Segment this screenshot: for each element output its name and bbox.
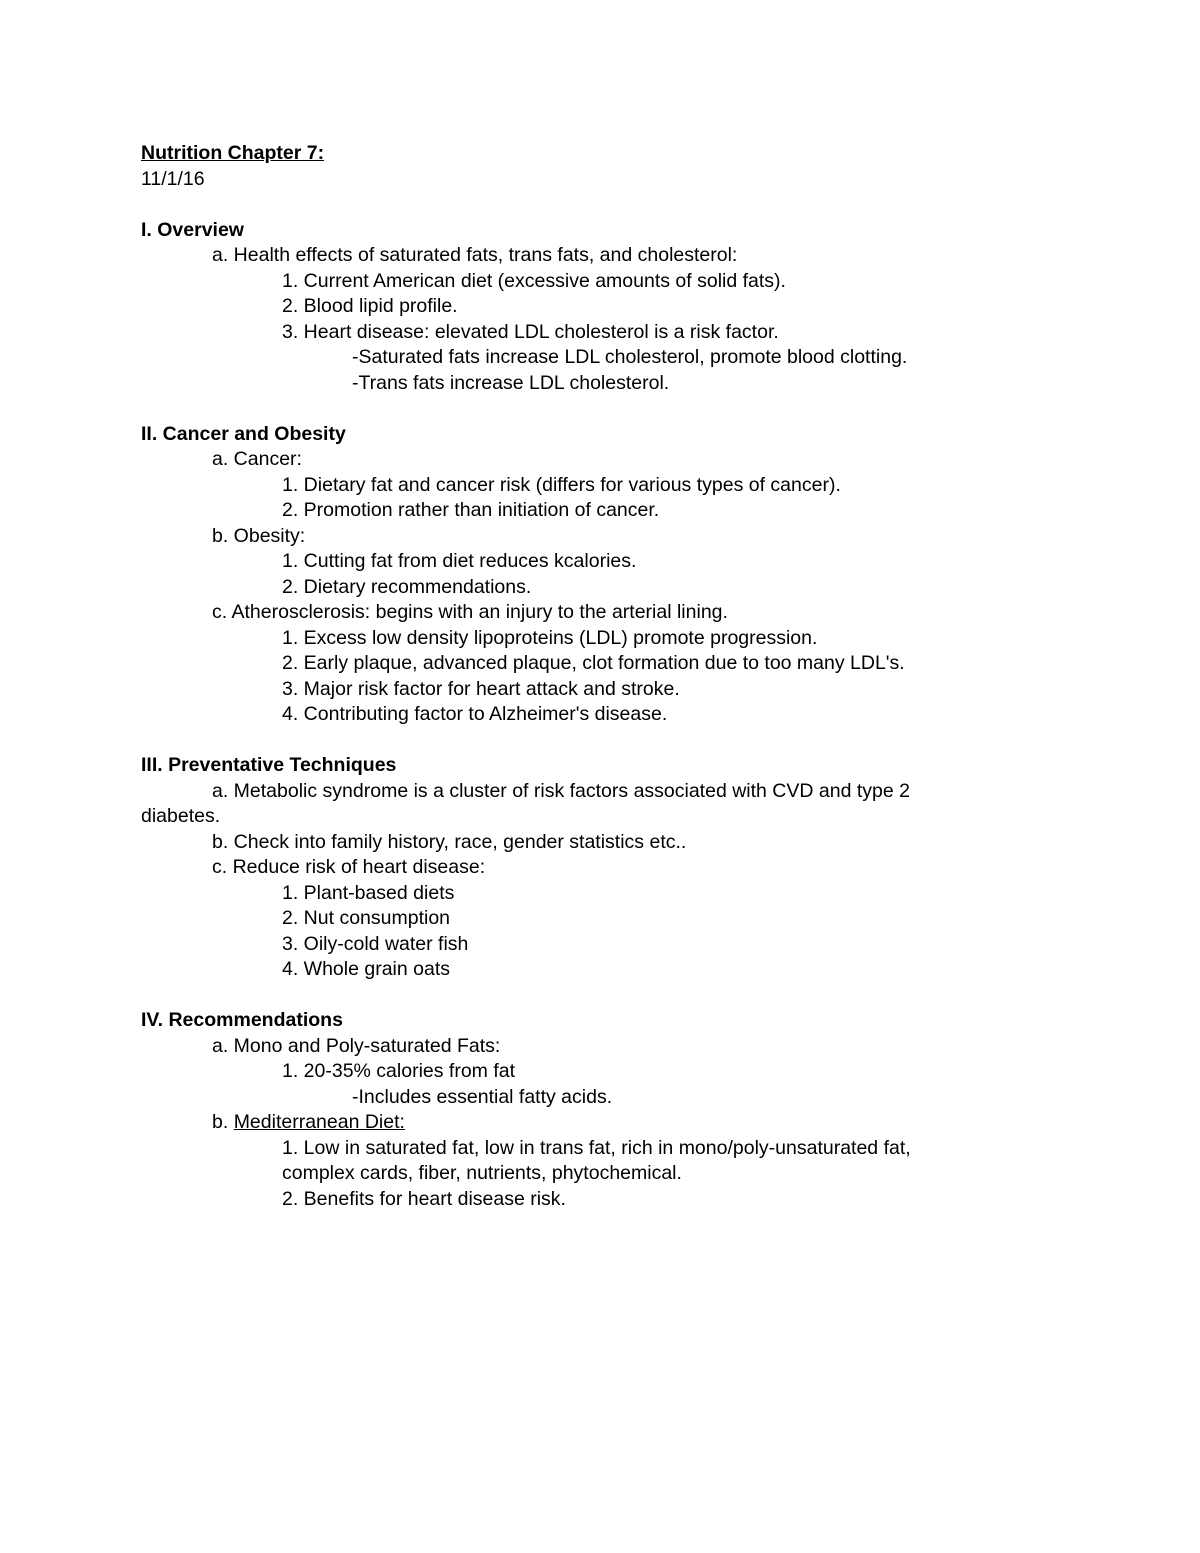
outline-item: 3. Oily-cold water fish bbox=[282, 932, 469, 955]
outline-item: a. Mono and Poly-saturated Fats: bbox=[212, 1034, 501, 1057]
spacer bbox=[141, 396, 1041, 422]
outline-item: 2. Nut consumption bbox=[282, 907, 451, 929]
outline-subitem: -Trans fats increase LDL cholesterol. bbox=[352, 371, 670, 394]
spacer bbox=[141, 728, 1041, 754]
section-heading-overview: I. Overview bbox=[141, 218, 244, 241]
outline-item-prefix: b. bbox=[212, 1111, 234, 1133]
outline-item: 2. Dietary recommendations. bbox=[282, 575, 532, 598]
outline-item: 1. Dietary fat and cancer risk (differs for various types of cancer). bbox=[282, 473, 841, 496]
outline-item: 3. Heart disease: elevated LDL cholesterol is a risk factor. bbox=[282, 320, 779, 343]
outline-item: 1. Plant-based diets bbox=[282, 881, 455, 904]
section-heading-cancer-obesity: II. Cancer and Obesity bbox=[141, 422, 346, 445]
outline-item: 4. Whole grain oats bbox=[282, 958, 451, 980]
outline-item: 2. Benefits for heart disease risk. bbox=[282, 1187, 566, 1210]
outline-item: 3. Major risk factor for heart attack and stroke. bbox=[282, 677, 680, 700]
outline-item: 4. Contributing factor to Alzheimer's disease. bbox=[282, 703, 668, 725]
outline-subitem: -Includes essential fatty acids. bbox=[352, 1085, 613, 1108]
outline-item: c. Reduce risk of heart disease: bbox=[212, 856, 486, 878]
outline-item: a. Cancer: bbox=[212, 448, 302, 470]
outline-item: b. Obesity: bbox=[212, 524, 306, 547]
outline-item: 1. Cutting fat from diet reduces kcalories. bbox=[282, 550, 637, 572]
outline-item-continuation: diabetes. bbox=[141, 805, 221, 827]
outline-item: 1. Excess low density lipoproteins (LDL) promote progression. bbox=[282, 626, 818, 649]
outline-item: 2. Early plaque, advanced plaque, clot formation due to too many LDL's. bbox=[282, 652, 905, 674]
outline-item: 1. 20-35% calories from fat bbox=[282, 1060, 516, 1082]
spacer bbox=[141, 983, 1041, 1009]
outline-item: 2. Promotion rather than initiation of cancer. bbox=[282, 499, 660, 521]
outline-subitem: -Saturated fats increase LDL cholesterol, promote blood clotting. bbox=[352, 346, 908, 368]
section-heading-preventative: III. Preventative Techniques bbox=[141, 754, 397, 776]
mediterranean-diet-label: Mediterranean Diet: bbox=[233, 1111, 405, 1133]
section-heading-recommendations: IV. Recommendations bbox=[141, 1009, 343, 1031]
document-body bbox=[141, 141, 1041, 1212]
outline-item: a. Metabolic syndrome is a cluster of risk factors associated with CVD and type 2 bbox=[212, 779, 910, 802]
outline-item: 2. Blood lipid profile. bbox=[282, 295, 458, 317]
outline-item bbox=[141, 1110, 1041, 1136]
outline-item: a. Health effects of saturated fats, trans fats, and cholesterol: bbox=[212, 244, 738, 266]
outline-item: 1. Low in saturated fat, low in trans fat, rich in mono/poly-unsaturated fat, bbox=[282, 1136, 911, 1159]
document-title: Nutrition Chapter 7: bbox=[141, 142, 325, 164]
outline-item: c. Atherosclerosis: begins with an injury to the arterial lining. bbox=[212, 601, 728, 623]
document-date: 11/1/16 bbox=[141, 167, 205, 190]
spacer bbox=[141, 192, 1041, 218]
outline-item: 1. Current American diet (excessive amounts of solid fats). bbox=[282, 269, 786, 292]
outline-item: b. Check into family history, race, gender statistics etc.. bbox=[212, 830, 687, 853]
outline-item-continuation: complex cards, fiber, nutrients, phytochemical. bbox=[282, 1162, 682, 1184]
